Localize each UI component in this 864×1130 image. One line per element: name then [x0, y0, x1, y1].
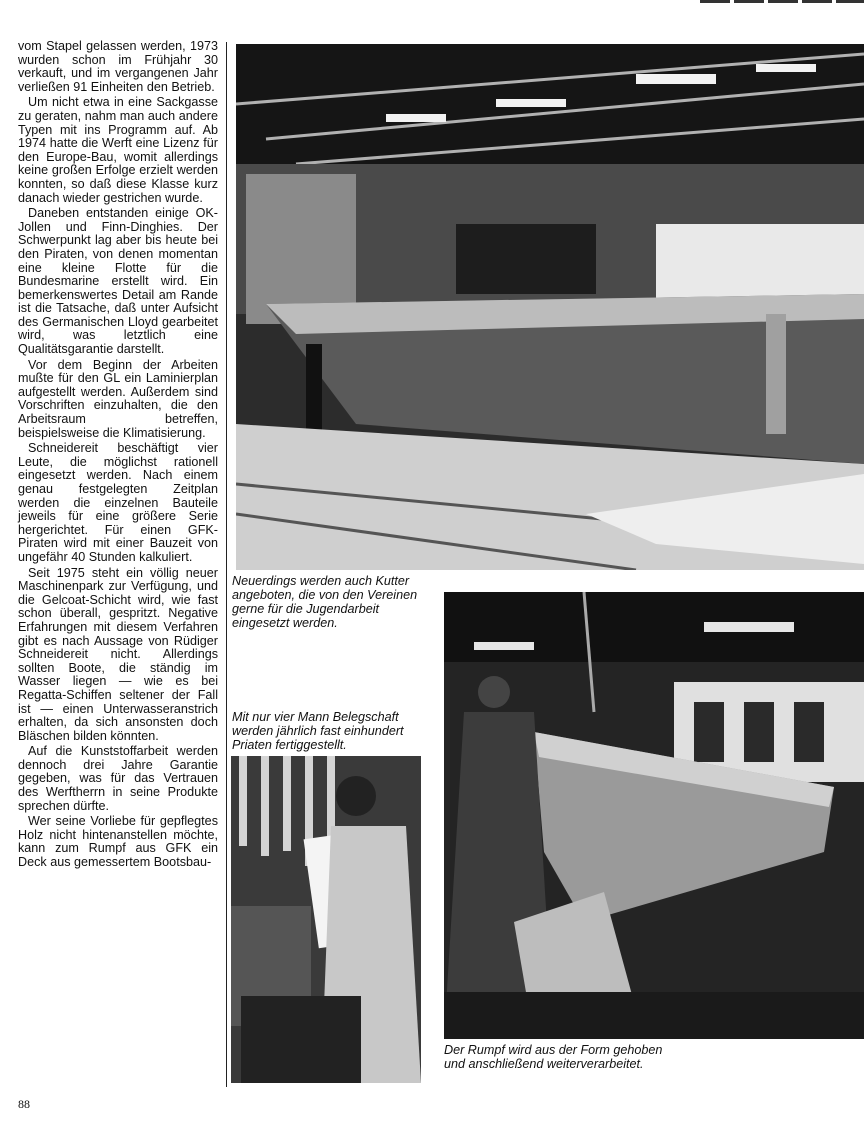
article-paragraph: Seit 1975 steht ein völlig neuer Maschinenpark zur Verfügung, und die Gelcoat-Schicht wird, wie fast schon überall, gespritzt. Negative Erfahrungen mit diesem Verfahren gibt es nach Aussage von Rüdiger Schneidereit nicht. Allerdings sollten Boote, die ständig im Wasser liegen — wie es bei Regatta-Schiffen seltener der Fall ist — einen Unterwasseranstrich erhalten, da sich ansonsten doch Bläschen bilden könnten. — [18, 565, 218, 743]
caption-rumpf: Der Rumpf wird aus der Form gehoben und anschließend weiterverarbeitet. — [444, 1043, 663, 1071]
caption-kutter: Neuerdings werden auch Kutter angeboten, die von den Vereinen gerne für die Jugendarbeit eingesetzt werden. — [232, 574, 418, 630]
article-paragraph: Auf die Kunststoffarbeit werden dennoch drei Jahre Garantie gegeben, was für das Vertrauen des Werftherrn in seine Produkte sprechen dürfte. — [18, 744, 218, 813]
article-paragraph: vom Stapel gelassen werden, 1973 wurden schon im Frühjahr 30 verkauft, und im vergangenen Jahr verließen 91 Einheiten den Betrieb. — [18, 39, 218, 94]
article-paragraph: Schneidereit beschäftigt vier Leute, die möglichst rationell eingesetzt werden. Nach einem genau festgelegten Zeitplan werden die einzelnen Bauteile jeweils für eine größere Serie hergerichtet. Für einen GFK-Piraten wird mit einer Bauzeit von ungefähr 40 Stunden kalkuliert. — [18, 441, 218, 564]
page-number: 88 — [18, 1097, 30, 1111]
article-paragraph: Wer seine Vorliebe für gepflegtes Holz nicht hintenanstellen möchte, kann zum Rumpf aus GFK ein Deck aus gemessertem Bootsbau- — [18, 814, 218, 870]
top-rule — [700, 0, 864, 3]
photo-worker — [231, 756, 421, 1083]
column-divider — [226, 42, 227, 1087]
article-column — [18, 40, 218, 872]
article-paragraph: Um nicht etwa in eine Sackgasse zu geraten, nahm man auch andere Typen mit ins Programm auf. Ab 1974 hatte die Werft eine Lizenz für den Europe-Bau, womit allerdings keine großen Erfolge erzielt werden konnten, so daß diese Klasse kurz danach wieder gestrichen wurde. — [18, 95, 218, 205]
photo-workshop-kutter — [236, 44, 864, 570]
article-paragraph: Daneben entstanden einige OK-Jollen und Finn-Dinghies. Der Schwerpunkt lag aber bis heute bei den Piraten, von denen momentan eine kleine Flotte für die Bundesmarine erstellt wird. Ein bemerkenswertes Detail am Rande ist die Tatsache, daß unter Aufsicht des Germanischen Lloyd gearbeitet wird, was letztlich eine Qualitätsgarantie darstellt. — [18, 206, 218, 357]
photo-hull-lift — [444, 592, 864, 1039]
article-paragraph: Vor dem Beginn der Arbeiten mußte für den GL ein Laminierplan aufgestellt werden. Außerdem sind Vorschriften einzuhalten, die den Arbeitsraum betreffen, beispielsweise die Klimatisierung. — [18, 357, 218, 440]
caption-belegschaft: Mit nur vier Mann Belegschaft werden jährlich fast einhundert Priaten fertiggestellt. — [232, 710, 404, 752]
